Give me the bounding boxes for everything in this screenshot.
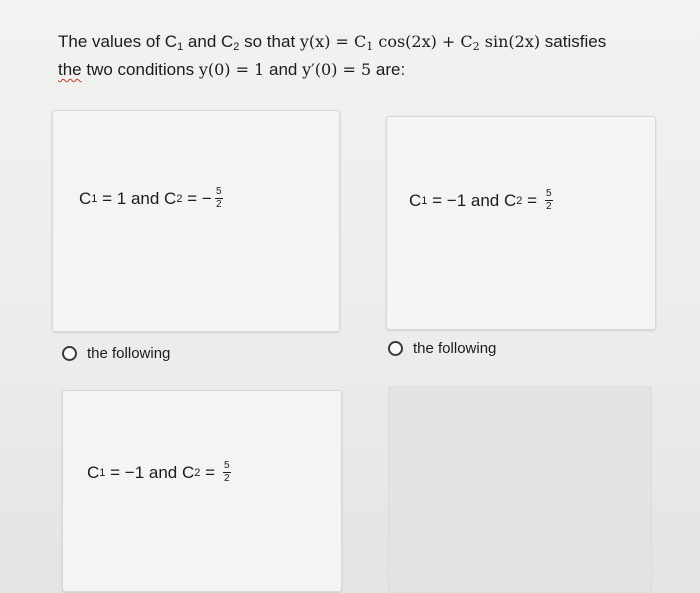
fraction [223, 461, 231, 484]
answer-card-2[interactable] [386, 116, 656, 330]
subscript: 1 [366, 40, 374, 53]
answer-card-1[interactable] [52, 110, 340, 332]
equation-part: sin(2x) [479, 32, 541, 51]
question-fragment: and C [183, 32, 234, 51]
question-fragment: two conditions [81, 60, 199, 79]
numerator: 5 [215, 186, 222, 197]
expr-part: C [79, 188, 92, 208]
answer-card-3[interactable] [62, 390, 342, 592]
subscript: 2 [233, 41, 240, 53]
question-fragment: satisfies [540, 32, 607, 51]
answer-expression-1: C 1 = 1 and C 2 = − $\frac{5}{2}$ [79, 186, 222, 210]
question-fragment: are: [371, 60, 406, 79]
denominator: 2 [223, 473, 230, 484]
condition-1: y(0) = 1 [198, 60, 265, 79]
denominator: 2 [545, 201, 552, 212]
expr-part: = −1 and C [105, 462, 195, 482]
numerator: 5 [545, 188, 552, 199]
fraction [215, 187, 223, 210]
fraction [545, 189, 553, 212]
answer-card-4[interactable] [388, 386, 652, 593]
radio-label: the following [413, 340, 497, 357]
answer-radio-2[interactable] [388, 340, 496, 357]
equation-part: y(x) = C [299, 32, 367, 51]
subscript: 2 [472, 40, 480, 53]
expr-part: = [522, 190, 542, 210]
question-fragment: The values of C [58, 32, 178, 51]
question-text [58, 28, 678, 84]
condition-2: y′(0) = 5 [302, 60, 372, 79]
expr-part: = −1 and C [427, 190, 517, 210]
question-fragment: so that [239, 32, 300, 51]
expr-part: = − [182, 188, 212, 208]
equation [300, 32, 540, 51]
radio-label: the following [87, 345, 171, 362]
subscript: 1 [177, 41, 184, 53]
expr-part: C [409, 190, 422, 210]
answer-expression-3: C 1 = −1 and C 2 = $\frac{5}{2}$ [87, 460, 230, 484]
expr-part: = [200, 462, 220, 482]
question-fragment: the [58, 60, 82, 79]
expr-part: = 1 and C [97, 188, 177, 208]
expr-part: C [87, 462, 100, 482]
radio-button[interactable] [388, 341, 403, 356]
numerator: 5 [223, 460, 230, 471]
answer-expression-2: C 1 = −1 and C 2 = $\frac{5}{2}$ [409, 188, 552, 212]
question-fragment: and [264, 60, 303, 79]
radio-button[interactable] [62, 346, 77, 361]
answer-radio-1[interactable] [62, 345, 170, 362]
denominator: 2 [215, 199, 222, 210]
equation-part: cos(2x) + C [373, 32, 473, 51]
